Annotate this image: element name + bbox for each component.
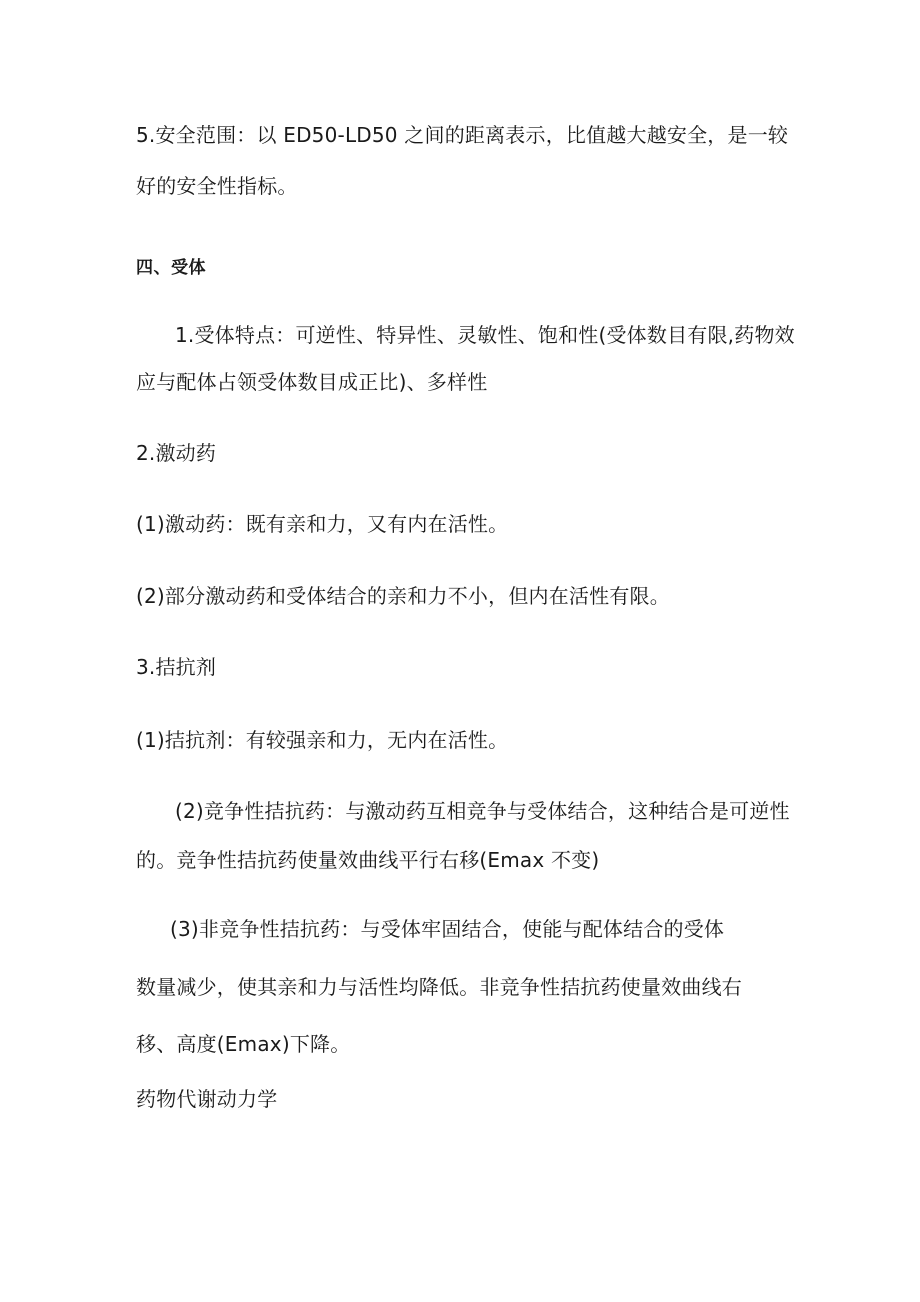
next-section-title: 药物代谢动力学 — [136, 1087, 278, 1111]
agonist-item-1: (1)激动药：既有亲和力，又有内在活性。 — [136, 512, 509, 536]
antagonist-item-1: (1)拮抗剂：有较强亲和力，无内在活性。 — [136, 728, 509, 752]
receptor-features-line-1: 1.受体特点：可逆性、特异性、灵敏性、饱和性(受体数目有限,药物效 — [175, 323, 795, 347]
agonist-item-2: (2)部分激动药和受体结合的亲和力不小，但内在活性有限。 — [136, 584, 670, 608]
antagonist-title: 3.拮抗剂 — [136, 655, 217, 679]
antagonist-item-3-line-2: 数量减少，使其亲和力与活性均降低。非竞争性拮抗药使量效曲线右 — [136, 975, 742, 999]
section-heading-receptor: 四、受体 — [136, 258, 206, 278]
agonist-title: 2.激动药 — [136, 441, 217, 465]
safety-range-line-2: 好的安全性指标。 — [136, 174, 298, 198]
antagonist-item-3-line-3: 移、高度(Emax)下降。 — [136, 1032, 351, 1056]
receptor-features-line-2: 应与配体占领受体数目成正比)、多样性 — [136, 370, 488, 394]
antagonist-item-2-line-1: (2)竞争性拮抗药：与激动药互相竞争与受体结合，这种结合是可逆性 — [175, 799, 790, 823]
antagonist-item-2-line-2: 的。竞争性拮抗药使量效曲线平行右移(Emax 不变) — [136, 848, 600, 872]
antagonist-item-3-line-1: (3)非竞争性拮抗药：与受体牢固结合，使能与配体结合的受体 — [170, 917, 725, 941]
safety-range-line-1: 5.安全范围：以 ED50-LD50 之间的距离表示，比值越大越安全，是一较 — [136, 123, 789, 147]
